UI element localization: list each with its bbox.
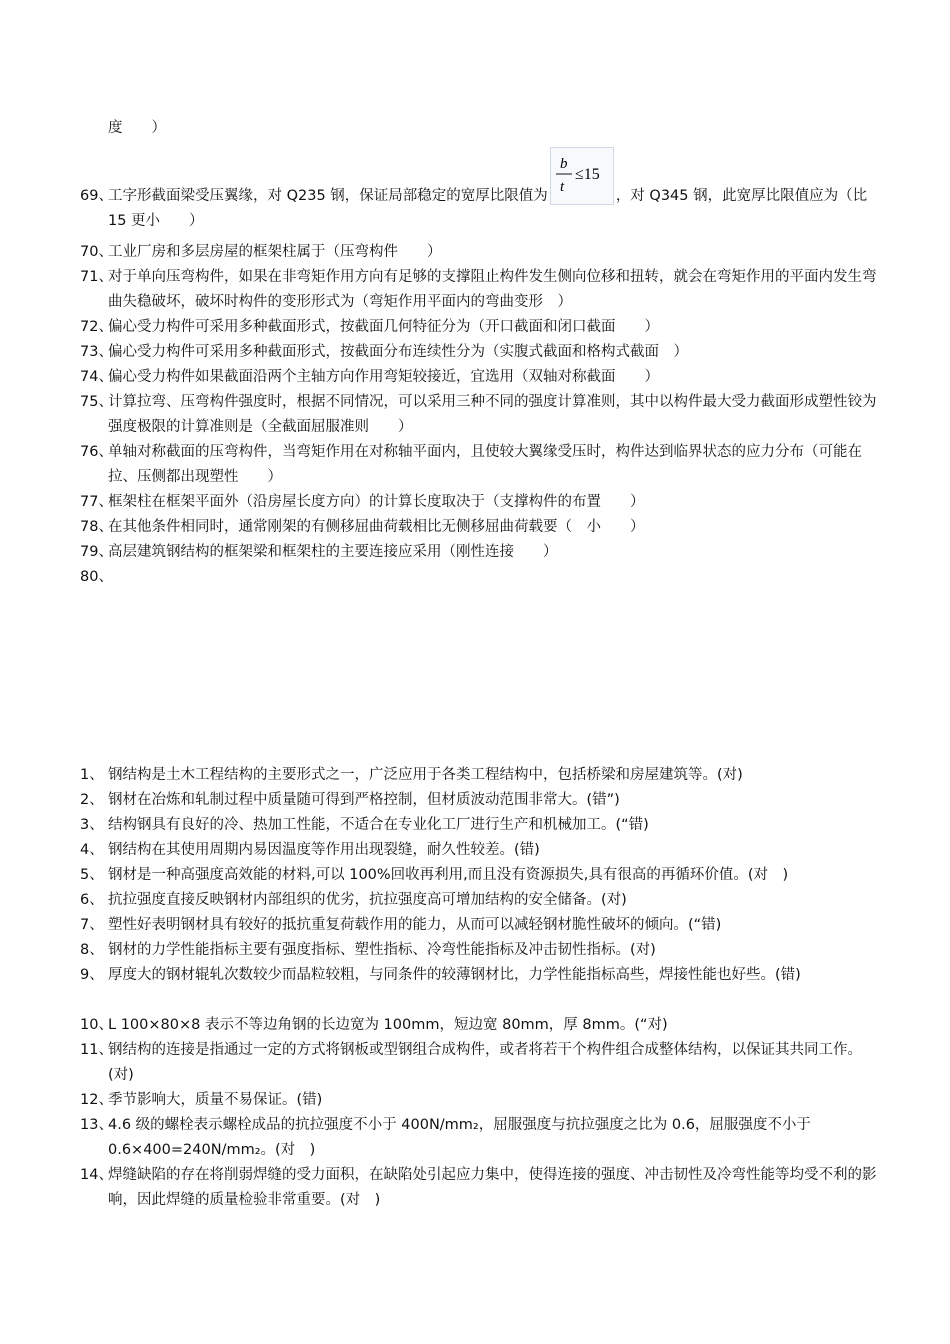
- item-text: 钢结构是土木工程结构的主要形式之一，广泛应用于各类工程结构中，包括桥梁和房屋建筑等。(对): [108, 767, 743, 783]
- item-number: 11、: [80, 1042, 113, 1058]
- question-78: [80, 515, 885, 540]
- item-text: 钢结构在其使用周期内易因温度等作用出现裂缝，耐久性较差。(错): [108, 842, 540, 858]
- question-69: [80, 156, 885, 234]
- question-number: 80、: [80, 569, 113, 585]
- item-text: 4.6 级的螺栓表示螺栓成品的抗拉强度不小于 400N/mm₂，屈服强度与抗拉强度之比为 0.6，屈服强度不小于 0.6×400=240N/mm₂。(对 ): [108, 1117, 811, 1158]
- item-number: 1、: [80, 767, 104, 783]
- question-text: 计算拉弯、压弯构件强度时，根据不同情况，可以采用三种不同的强度计算准则，其中以构件最大受力截面形成塑性铰为强度极限的计算准则是（全截面屈服准则 ）: [108, 394, 877, 435]
- tf-item-8: [80, 938, 885, 963]
- question-number: 77、: [80, 494, 113, 510]
- item-number: 13、: [80, 1117, 113, 1133]
- question-number: 73、: [80, 344, 113, 360]
- item-text: 钢结构的连接是指通过一定的方式将钢板或型钢组合成构件，或者将若干个构件组合成整体结构，以保证其共同工作。(对): [108, 1042, 862, 1083]
- question-text: 工业厂房和多层房屋的框架柱属于（压弯构件 ）: [108, 244, 442, 260]
- item-number: 4、: [80, 842, 104, 858]
- question-number: 69、: [80, 188, 113, 204]
- item-text: 塑性好表明钢材具有较好的抵抗重复荷载作用的能力，从而可以减轻钢材脆性破坏的倾向。(“错): [108, 917, 722, 933]
- item-text: 钢材的力学性能指标主要有强度指标、塑性指标、冷弯性能指标及冲击韧性指标。(对): [108, 942, 656, 958]
- question-76: [80, 440, 885, 490]
- item-number: 8、: [80, 942, 104, 958]
- question-73: [80, 340, 885, 365]
- question-71: [80, 265, 885, 315]
- item-number: 2、: [80, 792, 104, 808]
- item-text: 焊缝缺陷的存在将削弱焊缝的受力面积，在缺陷处引起应力集中，使得连接的强度、冲击韧性及冷弯性能等均受不利的影响，因此焊缝的质量检验非常重要。(对 ): [108, 1167, 877, 1208]
- question-75: [80, 390, 885, 440]
- item-text: 结构钢具有良好的冷、热加工性能，不适合在专业化工厂进行生产和机械加工。(“错): [108, 817, 649, 833]
- question-number: 78、: [80, 519, 113, 535]
- question-74: [80, 365, 885, 390]
- tf-item-13: [80, 1113, 885, 1163]
- question-text: 高层建筑钢结构的框架梁和框架柱的主要连接应采用（刚性连接 ）: [108, 544, 558, 560]
- item-text: 抗拉强度直接反映钢材内部组织的优劣，抗拉强度高可增加结构的安全储备。(对): [108, 892, 627, 908]
- question-text: 框架柱在框架平面外（沿房屋长度方向）的计算长度取决于（支撑构件的布置 ）: [108, 494, 645, 510]
- question-text: 偏心受力构件可采用多种截面形式，按截面分布连续性分为（实腹式截面和格构式截面 ）: [108, 344, 688, 360]
- formula-relation: ≤15: [574, 166, 600, 183]
- question-text: 工字形截面梁受压翼缘，对 Q235 钢，保证局部稳定的宽厚比限值为 b t ≤15 ，对 Q345 钢，此宽厚比限值应为（比 15 更小 ）: [108, 184, 885, 234]
- question-number: 74、: [80, 369, 113, 385]
- formula-image: [550, 147, 614, 205]
- item-number: 7、: [80, 917, 104, 933]
- item-text: 厚度大的钢材辊轧次数较少而晶粒较粗，与同条件的较薄钢材比，力学性能指标高些，焊接性能也好些。(错): [108, 967, 801, 983]
- item-number: 9、: [80, 967, 104, 983]
- question-70: [80, 240, 885, 265]
- question-number: 71、: [80, 269, 113, 285]
- item-number: 10、: [80, 1017, 113, 1033]
- question-77: [80, 490, 885, 515]
- continuation-text: 度 ）: [108, 120, 166, 136]
- question-text: 对于单向压弯构件，如果在非弯矩作用方向有足够的支撑阻止构件发生侧向位移和扭转，就会在弯矩作用的平面内发生弯曲失稳破坏，破坏时构件的变形形式为（弯矩作用平面内的弯曲变形 ）: [108, 269, 877, 310]
- tf-item-4: [80, 838, 885, 863]
- item-number: 14、: [80, 1167, 113, 1183]
- item-number: 5、: [80, 867, 104, 883]
- question-number: 72、: [80, 319, 113, 335]
- tf-item-11: [80, 1038, 885, 1088]
- item-text: 钢材是一种高强度高效能的材料,可以 100%回收再利用,而且没有资源损失,具有很高的再循环价值。(对 ): [108, 867, 789, 883]
- question-72: [80, 315, 885, 340]
- item-number: 6、: [80, 892, 104, 908]
- tf-item-2: [80, 788, 885, 813]
- tf-item-14: [80, 1163, 885, 1213]
- tf-item-10: [80, 1013, 885, 1038]
- item-text: L 100×80×8 表示不等边角钢的长边宽为 100mm，短边宽 80mm，厚 8mm。(“对): [108, 1017, 668, 1033]
- question-text: 偏心受力构件可采用多种截面形式，按截面几何特征分为（开口截面和闭口截面 ）: [108, 319, 659, 335]
- tf-item-9: [80, 963, 885, 988]
- item-text: 季节影响大，质量不易保证。(错): [108, 1092, 323, 1108]
- question-text: 偏心受力构件如果截面沿两个主轴方向作用弯矩较接近，宜选用（双轴对称截面 ）: [108, 369, 659, 385]
- question-text: 单轴对称截面的压弯构件，当弯矩作用在对称轴平面内，且使较大翼缘受压时，构件达到临界状态的应力分布（可能在拉、压侧都出现塑性 ）: [108, 444, 862, 485]
- tf-item-12: [80, 1088, 885, 1113]
- question-number: 79、: [80, 544, 113, 560]
- tf-item-3: [80, 813, 885, 838]
- tf-item-7: [80, 913, 885, 938]
- tf-item-5: [80, 863, 895, 888]
- formula-denominator: t: [559, 179, 564, 195]
- question-text: 在其他条件相同时，通常刚架的有侧移屈曲荷载相比无侧移屈曲荷载要（ 小 ）: [108, 519, 645, 535]
- item-number: 3、: [80, 817, 104, 833]
- question-number: 70、: [80, 244, 113, 260]
- tf-item-6: [80, 888, 885, 913]
- question-number: 76、: [80, 444, 113, 460]
- item-number: 12、: [80, 1092, 113, 1108]
- question-number: 75、: [80, 394, 113, 410]
- formula-numerator: b: [559, 156, 568, 172]
- question-79: [80, 540, 885, 565]
- tf-item-1: [80, 763, 885, 788]
- item-text: 钢材在冶炼和轧制过程中质量随可得到严格控制，但材质波动范围非常大。(错”): [108, 792, 620, 808]
